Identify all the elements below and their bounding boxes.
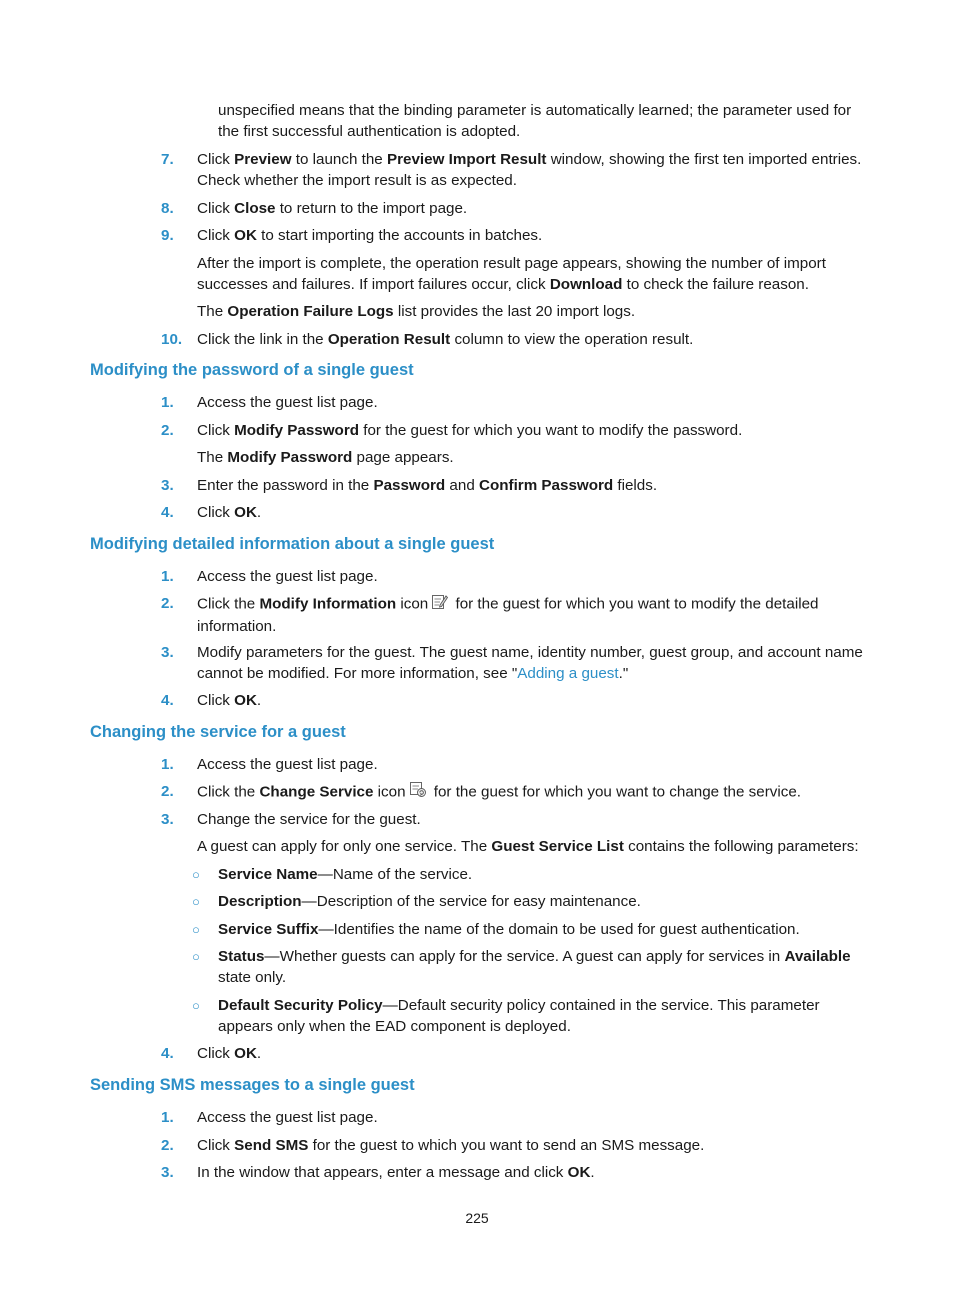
- step-note: The Modify Password page appears.: [197, 449, 454, 466]
- step-text: Click OK.: [197, 504, 262, 521]
- step-number: 4.: [161, 692, 174, 709]
- section-heading-sms: Sending SMS messages to a single guest: [90, 1076, 415, 1094]
- edit-note-icon: [431, 593, 448, 616]
- step-text: Click the Modify Information icon for the guest for which you want to modify the detailed information.: [197, 593, 867, 637]
- step-number: 2.: [161, 783, 174, 800]
- step-note: After the import is complete, the operation result page appears, showing the number of import successes and failures. If import failures occur, click Download to check the failure reason.: [197, 255, 826, 293]
- step-number: 2.: [161, 1137, 174, 1154]
- param-item: Service Name—Name of the service.: [218, 866, 473, 883]
- step-number: 3.: [161, 644, 174, 661]
- step-number: 3.: [161, 811, 174, 828]
- step-text: Change the service for the guest.: [197, 811, 421, 828]
- list-bullet: ○: [192, 949, 200, 964]
- adding-a-guest-link[interactable]: Adding a guest: [517, 665, 619, 682]
- list-bullet: ○: [192, 998, 200, 1013]
- step-text: Click Preview to launch the Preview Import Result window, showing the first ten imported entries. Check whether the import result is as expected.: [197, 151, 862, 189]
- step-number: 3.: [161, 477, 174, 494]
- step-text: Access the guest list page.: [197, 756, 378, 773]
- section-heading-password: Modifying the password of a single guest: [90, 361, 414, 379]
- step-number: 1.: [161, 394, 174, 411]
- step-note: The Operation Failure Logs list provides the last 20 import logs.: [197, 303, 636, 320]
- step-text: Click Close to return to the import page.: [197, 200, 468, 217]
- step-text: Click Send SMS for the guest to which you want to send an SMS message.: [197, 1137, 705, 1154]
- page-number: 225: [465, 1210, 489, 1226]
- step-number: 4.: [161, 1045, 174, 1062]
- section-heading-detail: Modifying detailed information about a single guest: [90, 535, 495, 553]
- param-item: Status—Whether guests can apply for the service. A guest can apply for services in Available state only.: [218, 948, 851, 986]
- change-service-icon: [409, 781, 427, 804]
- step-text: Access the guest list page.: [197, 1109, 378, 1126]
- step-number: 1.: [161, 756, 174, 773]
- step-text: Modify parameters for the guest. The guest name, identity number, guest group, and account name cannot be modified. For more information, see "Adding a guest.": [197, 644, 863, 682]
- list-bullet: ○: [192, 867, 200, 882]
- step-text: Click OK to start importing the accounts in batches.: [197, 227, 543, 244]
- step-number: 3.: [161, 1164, 174, 1181]
- step-text: In the window that appears, enter a message and click OK.: [197, 1164, 595, 1181]
- step-text: Click the link in the Operation Result column to view the operation result.: [197, 331, 694, 348]
- param-item: Description—Description of the service for easy maintenance.: [218, 893, 641, 910]
- param-item: Default Security Policy—Default security policy contained in the service. This parameter appears only when the EAD component is deployed.: [218, 997, 820, 1035]
- step-number: 7.: [161, 151, 174, 168]
- step-number: 9.: [161, 227, 174, 244]
- intro-tail-text: unspecified means that the binding parameter is automatically learned; the parameter used for the first successful authentication is adopted.: [218, 102, 852, 140]
- step-number: 1.: [161, 568, 174, 585]
- step-number: 2.: [161, 422, 174, 439]
- section-heading-service: Changing the service for a guest: [90, 723, 346, 741]
- step-text: Click OK.: [197, 692, 262, 709]
- step-number: 2.: [161, 595, 174, 612]
- step-number: 8.: [161, 200, 174, 217]
- step-text: Click OK.: [197, 1045, 262, 1062]
- step-note: A guest can apply for only one service. The Guest Service List contains the following parameters:: [197, 838, 859, 855]
- step-text: Click Modify Password for the guest for which you want to modify the password.: [197, 422, 743, 439]
- step-text: Enter the password in the Password and Confirm Password fields.: [197, 477, 658, 494]
- step-text: Access the guest list page.: [197, 568, 378, 585]
- step-number: 4.: [161, 504, 174, 521]
- step-text: Access the guest list page.: [197, 394, 378, 411]
- param-item: Service Suffix—Identifies the name of the domain to be used for guest authentication.: [218, 921, 800, 938]
- step-text: Click the Change Service icon for the guest for which you want to change the service.: [197, 781, 867, 804]
- step-number: 1.: [161, 1109, 174, 1126]
- step-number: 10.: [161, 331, 183, 348]
- list-bullet: ○: [192, 922, 200, 937]
- list-bullet: ○: [192, 894, 200, 909]
